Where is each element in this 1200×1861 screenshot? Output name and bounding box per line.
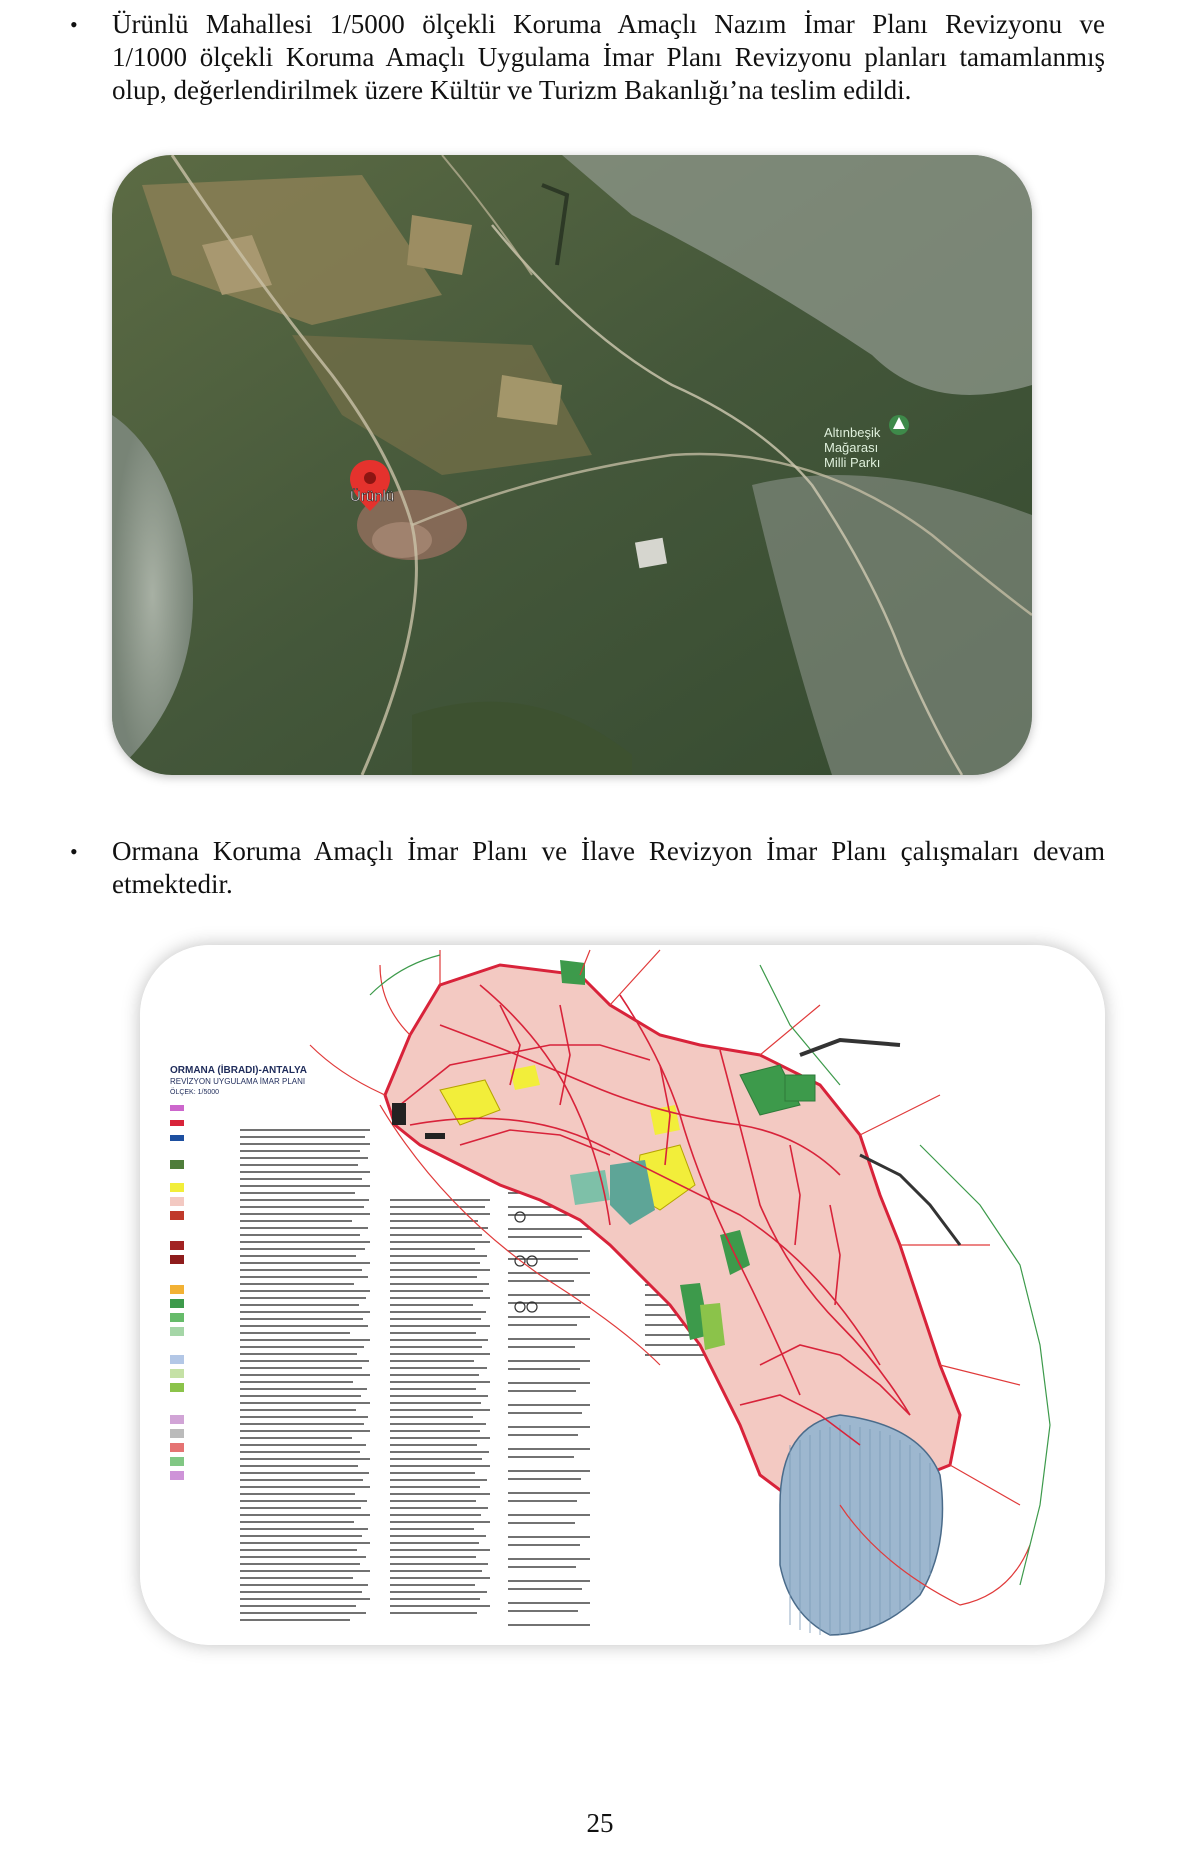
park-label-line: Mağarası bbox=[824, 440, 879, 455]
paragraph-line: 1/1000 ölçekli Koruma Amaçlı Uygulama İmar Planı Revizyonu planları tamamlanmış bbox=[112, 42, 1105, 72]
plan-title-line: ORMANA (İBRADI)-ANTALYA bbox=[170, 1065, 308, 1076]
bullet-paragraph-urunlu bbox=[70, 8, 1105, 113]
paragraph-line: Ormana Koruma Amaçlı İmar Planı ve İlave Revizyon İmar Planı çalışmaları devam bbox=[112, 836, 1105, 866]
paragraph-text bbox=[112, 8, 1105, 107]
plan-title-line: REVİZYON UYGULAMA İMAR PLANI bbox=[170, 1077, 306, 1086]
paragraph-text bbox=[112, 835, 1105, 901]
bullet-marker: • bbox=[70, 839, 78, 864]
ormana-zoning-plan-image bbox=[140, 945, 1105, 1645]
paragraph-line: olup, değerlendirilmek üzere Kültür ve Turizm Bakanlığı’na teslim edildi. bbox=[112, 75, 912, 105]
paragraph-line: Ürünlü Mahallesi 1/5000 ölçekli Koruma Amaçlı Nazım İmar Planı Revizyonu ve bbox=[112, 9, 1105, 39]
zoning-plan-graphic bbox=[140, 945, 1105, 1645]
satellite-map-graphic bbox=[112, 155, 1032, 775]
park-icon bbox=[889, 415, 909, 435]
map-marker-label: Ürünlü bbox=[350, 488, 395, 505]
plan-title-line: ÖLÇEK: 1/5000 bbox=[170, 1089, 220, 1096]
park-label-line: Altınbeşik bbox=[824, 425, 881, 440]
bullet-paragraph-ormana bbox=[70, 835, 1105, 905]
urunlu-satellite-image bbox=[112, 155, 1032, 775]
plan-legend bbox=[170, 1105, 184, 1480]
page-number: 25 bbox=[586, 1808, 614, 1838]
bullet-marker: • bbox=[70, 12, 78, 37]
paragraph-line: etmektedir. bbox=[112, 869, 233, 899]
park-label-line: Milli Parkı bbox=[824, 455, 881, 470]
